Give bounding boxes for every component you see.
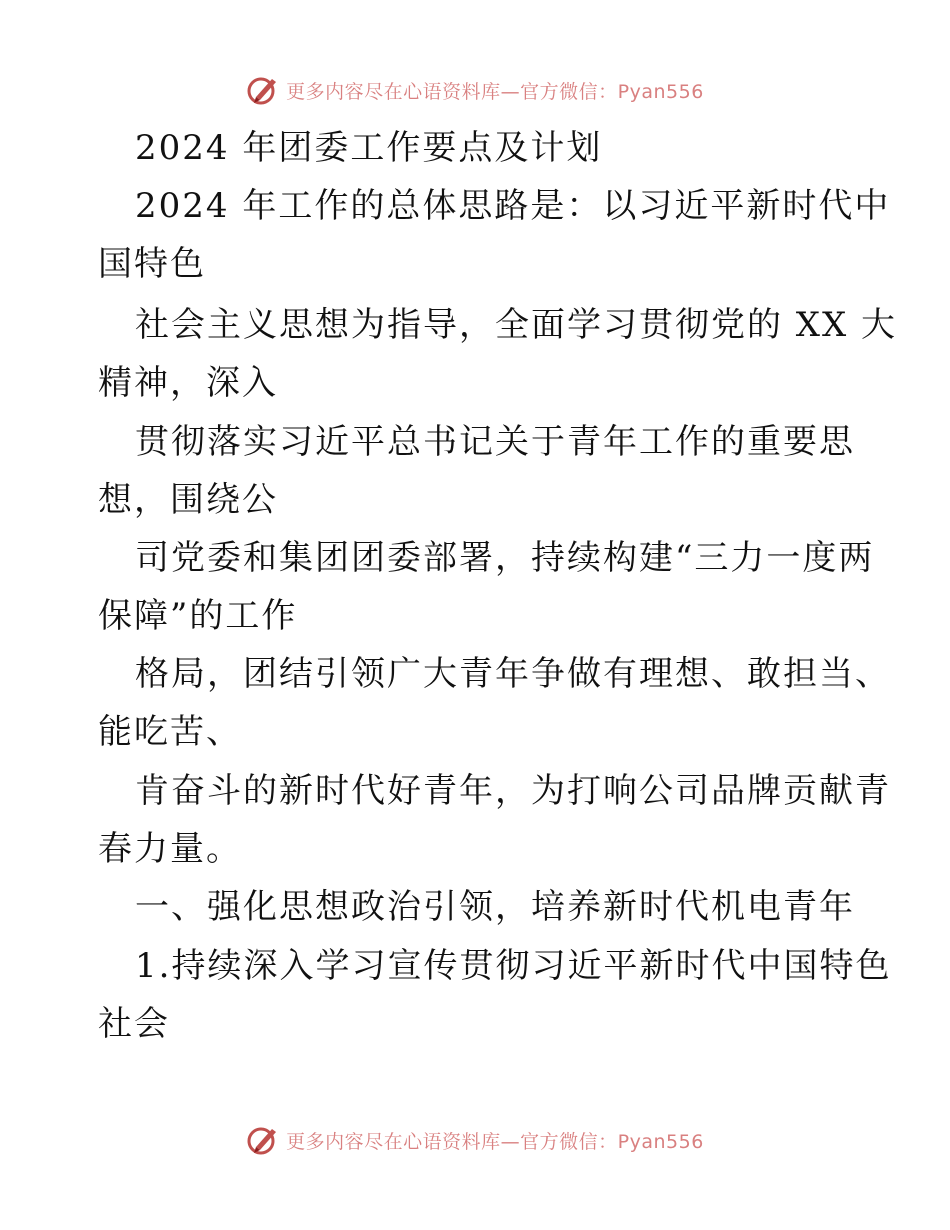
paragraph-line: 精神，深入	[98, 363, 278, 403]
paragraph-line: 想，围绕公	[98, 480, 278, 520]
paragraph-line: 司党委和集团团委部署，持续构建“三力一度两	[135, 538, 875, 578]
paragraph-line: 保障”的工作	[98, 596, 298, 636]
watermark-header	[0, 70, 950, 110]
paragraph-line: 肯奋斗的新时代好青年，为打响公司品牌贡献青	[135, 771, 891, 811]
document-title: 2024 年团委工作要点及计划	[135, 128, 603, 168]
paragraph-line: 2024 年工作的总体思路是：以习近平新时代中	[135, 186, 891, 226]
pen-logo-icon	[246, 1123, 280, 1157]
paragraph-line: 1.持续深入学习宣传贯彻习近平新时代中国特色	[135, 946, 892, 986]
section-heading: 一、强化思想政治引领，培养新时代机电青年	[135, 887, 855, 927]
watermark-text: 更多内容尽在心语资料库—官方微信：Pyan556	[286, 80, 704, 103]
paragraph-line: 格局，团结引领广大青年争做有理想、敢担当、	[135, 654, 891, 694]
paragraph-line: 春力量。	[98, 829, 242, 869]
paragraph-line: 社会	[98, 1004, 170, 1044]
paragraph-line: 社会主义思想为指导，全面学习贯彻党的 XX 大	[135, 305, 898, 345]
watermark-footer	[0, 1120, 950, 1160]
paragraph-line: 能吃苦、	[98, 712, 242, 752]
paragraph-line: 贯彻落实习近平总书记关于青年工作的重要思	[135, 422, 855, 462]
watermark-text: 更多内容尽在心语资料库—官方微信：Pyan556	[286, 1130, 704, 1153]
paragraph-line: 国特色	[98, 244, 206, 284]
pen-logo-icon	[246, 73, 280, 107]
